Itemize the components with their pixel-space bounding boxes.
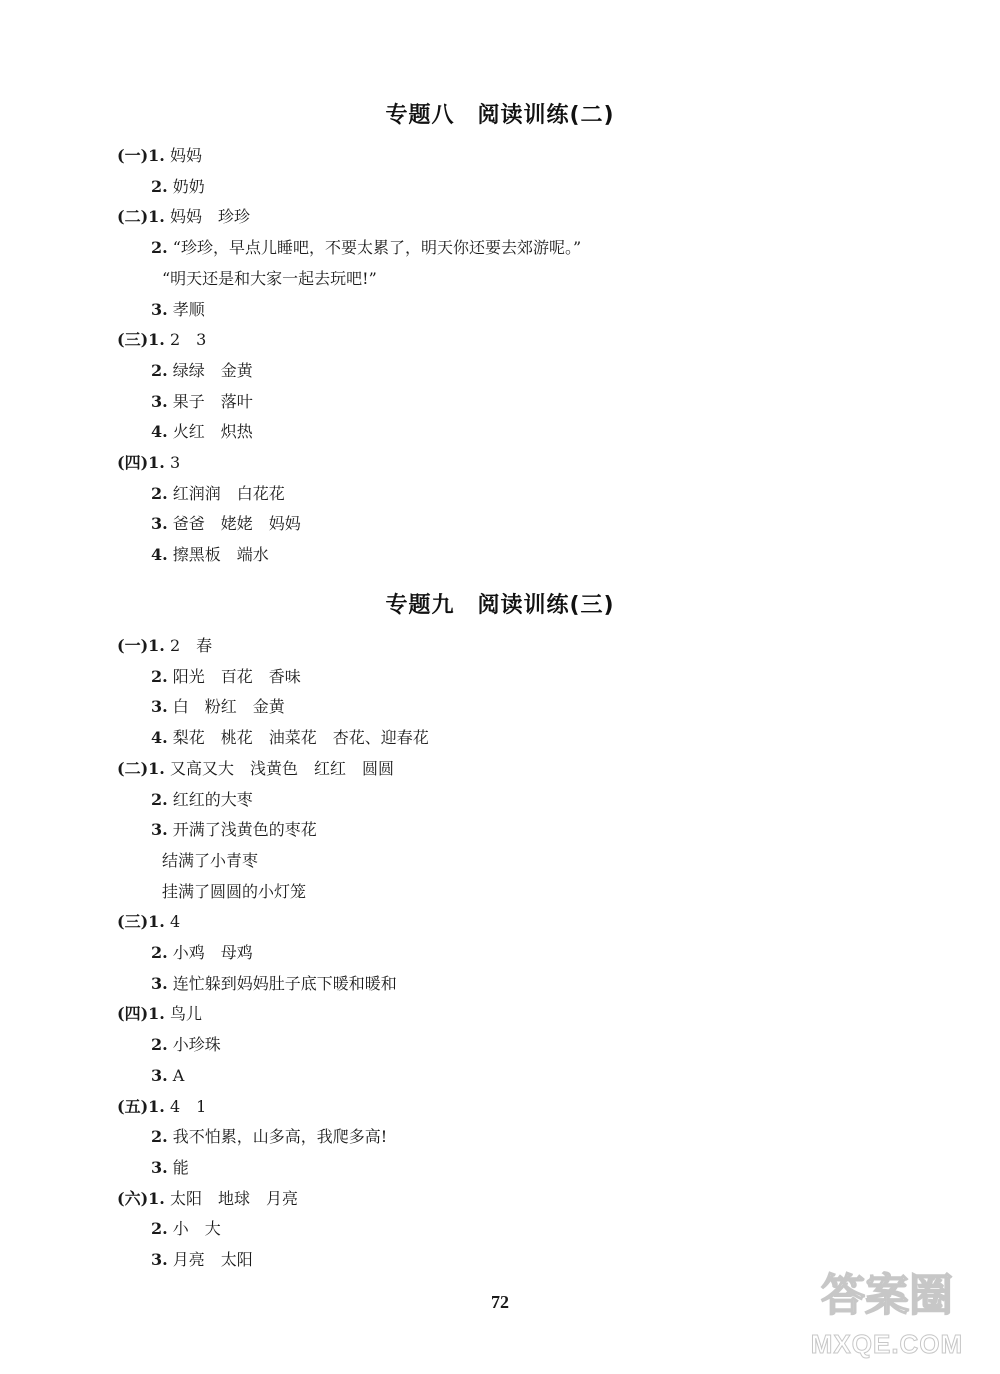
answer-text: 我不怕累，山多高，我爬多高! bbox=[167, 1127, 388, 1147]
answer-text: 擦黑板 端水 bbox=[167, 545, 269, 565]
answer-text: 孝顺 bbox=[167, 299, 205, 319]
answer-text: 挂满了圆圆的小灯笼 bbox=[162, 881, 307, 901]
answer-text: “明天还是和大家一起去玩吧!” bbox=[162, 268, 377, 288]
answer-line bbox=[162, 269, 377, 289]
page-number: 72 bbox=[491, 1292, 509, 1312]
watermark-logo bbox=[792, 1264, 982, 1360]
answer-line bbox=[151, 484, 285, 504]
question-number: (五)1. bbox=[117, 1096, 165, 1116]
answer-line bbox=[162, 851, 258, 871]
answer-text: 小鸡 母鸡 bbox=[167, 943, 253, 962]
question-number: 2. bbox=[151, 789, 168, 809]
question-number: 4. bbox=[151, 422, 168, 442]
question-number: 3. bbox=[151, 820, 168, 840]
answer-line bbox=[117, 330, 206, 350]
answer-text: 奶奶 bbox=[167, 176, 205, 196]
watermark-logo-text: 答案圈 bbox=[821, 1270, 953, 1321]
answer-line bbox=[117, 453, 180, 473]
answer-text: 鸟儿 bbox=[164, 1004, 202, 1024]
answer-line bbox=[151, 177, 205, 197]
answer-text: 小 大 bbox=[167, 1219, 221, 1239]
answer-line bbox=[151, 667, 301, 687]
answer-text: 2 3 bbox=[164, 330, 207, 350]
answer-line bbox=[151, 728, 429, 748]
question-number: 2. bbox=[151, 1219, 168, 1239]
question-number: 2. bbox=[151, 360, 168, 380]
answer-line bbox=[151, 943, 253, 963]
answer-line bbox=[151, 361, 253, 381]
question-number: 3. bbox=[151, 299, 168, 319]
answer-text: 白 粉红 金黄 bbox=[167, 697, 285, 717]
answer-text: 梨花 桃花 油菜花 杏花、迎春花 bbox=[167, 728, 429, 748]
answer-line bbox=[151, 974, 397, 994]
answer-text: 4 bbox=[164, 912, 181, 932]
answer-text: A bbox=[167, 1065, 185, 1085]
answer-text: 月亮 太阳 bbox=[167, 1250, 253, 1269]
answer-line bbox=[151, 790, 253, 810]
answer-line bbox=[151, 514, 301, 534]
question-number: (四)1. bbox=[117, 1004, 165, 1024]
answer-text: 结满了小青枣 bbox=[162, 850, 259, 870]
answer-line bbox=[151, 392, 253, 412]
answer-line bbox=[151, 300, 205, 320]
question-number: (一)1. bbox=[117, 636, 165, 655]
question-number: 2. bbox=[151, 238, 168, 258]
answer-text: 红红的大枣 bbox=[167, 789, 253, 809]
question-number: 2. bbox=[151, 943, 168, 962]
question-number: 3. bbox=[151, 1065, 168, 1085]
question-number: (三)1. bbox=[117, 330, 165, 350]
answer-line bbox=[151, 820, 317, 840]
answer-text: 能 bbox=[167, 1157, 189, 1177]
answer-text: “珍珍，早点儿睡吧，不要太累了，明天你还要去郊游呢。” bbox=[167, 238, 582, 258]
question-number: (四)1. bbox=[117, 453, 165, 472]
answer-text: 又高又大 浅黄色 红红 圆圆 bbox=[164, 758, 394, 778]
question-number: 3. bbox=[151, 973, 168, 993]
question-number: 2. bbox=[151, 483, 168, 503]
section-title: 专题九 阅读训练(三) bbox=[385, 593, 615, 618]
answer-line bbox=[117, 636, 212, 656]
answer-text: 阳光 百花 香味 bbox=[167, 666, 301, 686]
question-number: 3. bbox=[151, 1250, 168, 1269]
answer-line bbox=[117, 1004, 202, 1024]
answer-text: 太阳 地球 月亮 bbox=[164, 1188, 298, 1208]
answer-line bbox=[151, 1158, 189, 1178]
question-number: 2. bbox=[151, 1035, 168, 1055]
question-number: 2. bbox=[151, 666, 168, 686]
answer-line bbox=[151, 422, 253, 442]
answer-text: 3 bbox=[164, 453, 181, 472]
answer-text: 爸爸 姥姥 妈妈 bbox=[167, 514, 301, 534]
question-number: (二)1. bbox=[117, 758, 165, 778]
answer-text: 果子 落叶 bbox=[167, 391, 253, 411]
answer-text: 开满了浅黄色的枣花 bbox=[167, 820, 317, 840]
question-number: (六)1. bbox=[117, 1188, 165, 1208]
answer-text: 火红 炽热 bbox=[167, 422, 253, 442]
watermark-text: MXQE.COM bbox=[810, 1329, 964, 1359]
question-number: (一)1. bbox=[117, 146, 165, 165]
answer-line bbox=[151, 238, 581, 258]
answer-text: 妈妈 珍珍 bbox=[164, 207, 250, 227]
watermark-logo-icon bbox=[792, 1264, 982, 1322]
question-number: 2. bbox=[151, 176, 168, 196]
answer-text: 妈妈 bbox=[164, 146, 202, 165]
question-number: 4. bbox=[151, 545, 168, 565]
section-title: 专题八 阅读训练(二) bbox=[385, 103, 615, 128]
answer-line bbox=[151, 1035, 221, 1055]
answer-line bbox=[151, 1219, 221, 1239]
answer-line bbox=[151, 1127, 387, 1147]
answer-line bbox=[117, 207, 250, 227]
answer-line bbox=[117, 759, 394, 779]
answer-text: 2 春 bbox=[164, 636, 213, 655]
answer-text: 绿绿 金黄 bbox=[167, 360, 253, 380]
answer-line bbox=[117, 1189, 298, 1209]
question-number: 3. bbox=[151, 697, 168, 717]
answer-line bbox=[117, 1097, 206, 1117]
answer-line bbox=[151, 545, 269, 565]
answer-text: 4 1 bbox=[164, 1096, 207, 1116]
answer-text: 红润润 白花花 bbox=[167, 483, 285, 503]
answer-line bbox=[117, 912, 180, 932]
answer-text: 小珍珠 bbox=[167, 1035, 221, 1055]
question-number: 4. bbox=[151, 728, 168, 748]
answer-line bbox=[162, 882, 306, 902]
answer-line bbox=[117, 146, 202, 166]
answer-line bbox=[151, 1250, 253, 1270]
question-number: (二)1. bbox=[117, 207, 165, 227]
question-number: 3. bbox=[151, 391, 168, 411]
question-number: (三)1. bbox=[117, 912, 165, 932]
question-number: 2. bbox=[151, 1127, 168, 1147]
question-number: 3. bbox=[151, 1157, 168, 1177]
answer-text: 连忙躲到妈妈肚子底下暖和暖和 bbox=[167, 973, 397, 993]
answer-line bbox=[151, 1066, 184, 1086]
answer-line bbox=[151, 697, 285, 717]
question-number: 3. bbox=[151, 514, 168, 534]
